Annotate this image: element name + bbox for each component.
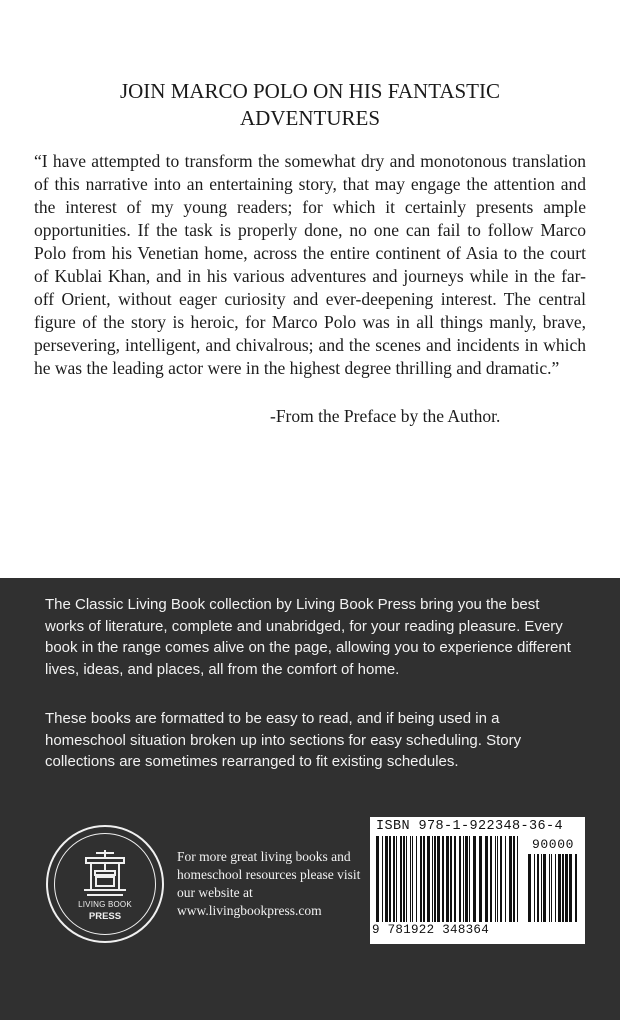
barcode-bar xyxy=(551,854,552,922)
barcode-bar xyxy=(497,836,498,922)
barcode-bar xyxy=(555,854,556,922)
barcode-bar xyxy=(541,854,542,922)
logo-text-press: PRESS xyxy=(88,911,122,922)
barcode-bar xyxy=(434,836,436,922)
barcode-bar xyxy=(565,854,568,922)
barcode-bar xyxy=(513,836,515,922)
barcode-bar xyxy=(423,836,425,922)
barcode-bar xyxy=(416,836,417,922)
preface-quote: “I have attempted to transform the somewhat dry and monotonous translation of this narrative into an entertaining story, that may engage the attention and the interest of my young readers; for which it certainly presents ample opportunities. If the task is properly done, no one can fail to follow Marco Polo from his Venetian home, across the entire continent of Asia to the court of Kublai Khan, and in his various adventures and journeys while in the far-off Orient, without eager curiosity and ever-deepening interest. The central figure of the story is heroic, for Marco Polo was in all things manly, brave, persevering, intelligent, and chivalrous; and the scenes and incidents in which he was the leading actor were in the highest degree thrilling and dramatic.” xyxy=(34,151,586,378)
barcode-bar xyxy=(534,854,535,922)
barcode-bar xyxy=(528,854,531,922)
back-info-panel xyxy=(0,578,620,1020)
barcode-bar xyxy=(509,836,512,922)
barcode-bar xyxy=(446,836,449,922)
logo-text-living-book: LIVING BOOK xyxy=(78,900,132,909)
barcode-bar xyxy=(459,836,461,922)
barcode-bar xyxy=(385,836,388,922)
barcode-bar xyxy=(396,836,397,922)
barcode-ean-digits: 9 781922 348364 xyxy=(372,923,490,937)
collection-description: The Classic Living Book collection by Living Book Press bring you the best works of literature, complete and unabridged, for your reading pleasure. Every book in the range comes alive on the page, allowing you to experience different lives, ideas, and places, all from the comfort of home. xyxy=(45,596,571,678)
barcode-bar xyxy=(517,836,518,922)
publisher-logo xyxy=(46,825,164,943)
isbn-barcode xyxy=(370,817,585,944)
format-description: These books are formatted to be easy to read, and if being used in a homeschool situation broken up into sections for easy scheduling. Story collections are sometimes rearranged to fit existing schedules. xyxy=(45,710,522,770)
barcode-bar xyxy=(410,836,411,922)
barcode-bar xyxy=(558,854,561,922)
barcode-bar xyxy=(537,854,539,922)
barcode-bar xyxy=(569,854,572,922)
barcode-bar xyxy=(500,836,502,922)
barcode-bar xyxy=(406,836,407,922)
barcode-bar xyxy=(495,836,496,922)
barcode-bar xyxy=(490,836,492,922)
cover-title: JOIN MARCO POLO ON HIS FANTASTIC ADVENTURES xyxy=(119,79,501,130)
barcode-bar xyxy=(469,836,470,922)
barcode-bar xyxy=(382,836,383,922)
barcode-bar xyxy=(432,836,433,922)
barcode-bar xyxy=(454,836,456,922)
barcode-bar xyxy=(442,836,444,922)
barcode-bar xyxy=(485,836,488,922)
quote-attribution: -From the Preface by the Author. xyxy=(270,406,501,426)
website-prompt: For more great living books and homeschool resources please visit our website at www.livingbookpress.com xyxy=(177,849,361,918)
barcode-bar xyxy=(403,836,405,922)
barcode-bar xyxy=(376,836,379,922)
barcode-bar xyxy=(463,836,464,922)
book-press-icon xyxy=(81,849,129,899)
barcode-bar xyxy=(412,836,413,922)
barcode-bar xyxy=(575,854,577,922)
barcode-bar xyxy=(549,854,550,922)
barcode-bar xyxy=(427,836,430,922)
barcode-bar xyxy=(450,836,452,922)
barcode-bar xyxy=(420,836,422,922)
isbn-number: ISBN 978-1-922348-36-4 xyxy=(376,819,564,834)
barcode-bar xyxy=(437,836,440,922)
barcode-bar xyxy=(479,836,482,922)
barcode-bar xyxy=(505,836,506,922)
barcode-bar xyxy=(473,836,476,922)
barcode-bar xyxy=(562,854,564,922)
barcode-bar xyxy=(465,836,468,922)
barcode-bar xyxy=(389,836,391,922)
barcode-bar xyxy=(543,854,546,922)
barcode-bar xyxy=(393,836,395,922)
barcode-addon-digits: 90000 xyxy=(531,837,574,852)
barcode-bar xyxy=(400,836,402,922)
